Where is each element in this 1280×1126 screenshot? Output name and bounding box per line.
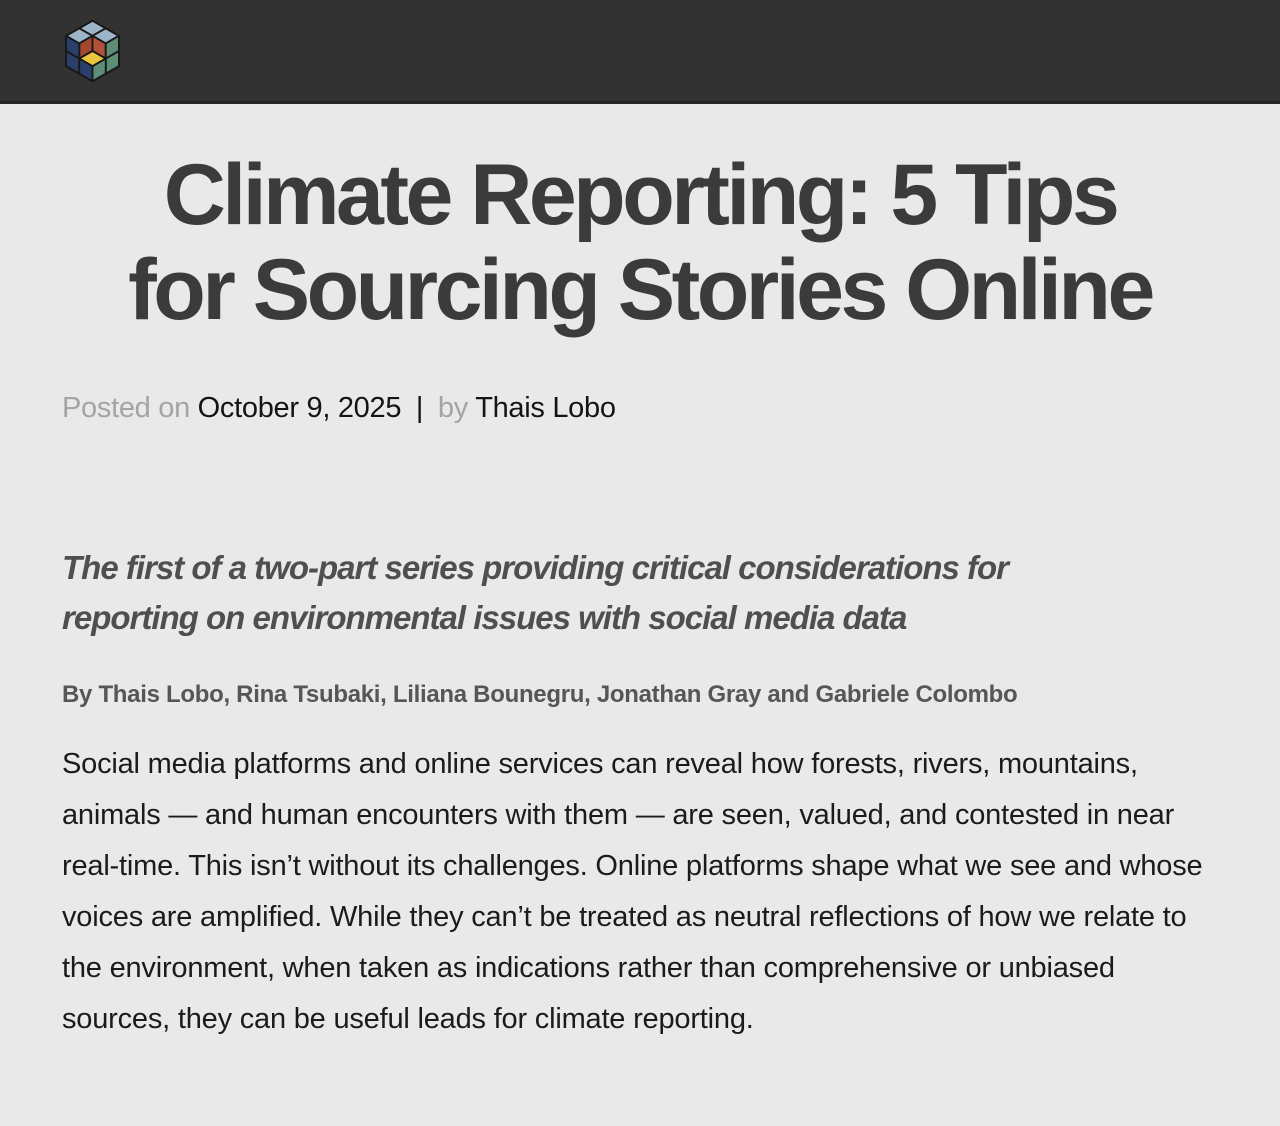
standfirst <box>62 543 1218 643</box>
post-date-link[interactable]: October 9, 2025 <box>197 392 402 424</box>
page-title-line-2: for Sourcing Stories Online <box>128 242 1152 338</box>
site-logo[interactable] <box>62 16 123 86</box>
by-label: by <box>437 392 468 424</box>
post-author-link[interactable]: Thais Lobo <box>475 392 616 424</box>
standfirst-line-2: reporting on environmental issues with social media data <box>62 599 907 636</box>
standfirst-line-1: The first of a two-part series providing critical considerations for <box>62 549 1009 586</box>
body-paragraph: Social media platforms and online services can reveal how forests, rivers, mountains, animals — and human encounters with them — are seen, valued, and contested in near real-time. This isn’t without its challenges. Online platforms shape what we see and whose voices are amplified. While they can’t be treated as neutral reflections of how we relate to the environment, when taken as indications rather than comprehensive or unbiased sources, they can be useful leads for climate reporting. <box>62 748 1203 1035</box>
posted-on-label: Posted on <box>62 392 190 424</box>
byline: By Thais Lobo, Rina Tsubaki, Liliana Bounegru, Jonathan Gray and Gabriele Colombo <box>62 681 1018 708</box>
article-main <box>62 148 1218 1075</box>
page-title-line-1: Climate Reporting: 5 Tips <box>163 147 1117 243</box>
cube-logo-icon <box>62 16 123 86</box>
site-header <box>0 0 1280 104</box>
meta-separator: | <box>415 392 424 424</box>
post-meta <box>62 392 1218 425</box>
page-title <box>48 148 1232 338</box>
